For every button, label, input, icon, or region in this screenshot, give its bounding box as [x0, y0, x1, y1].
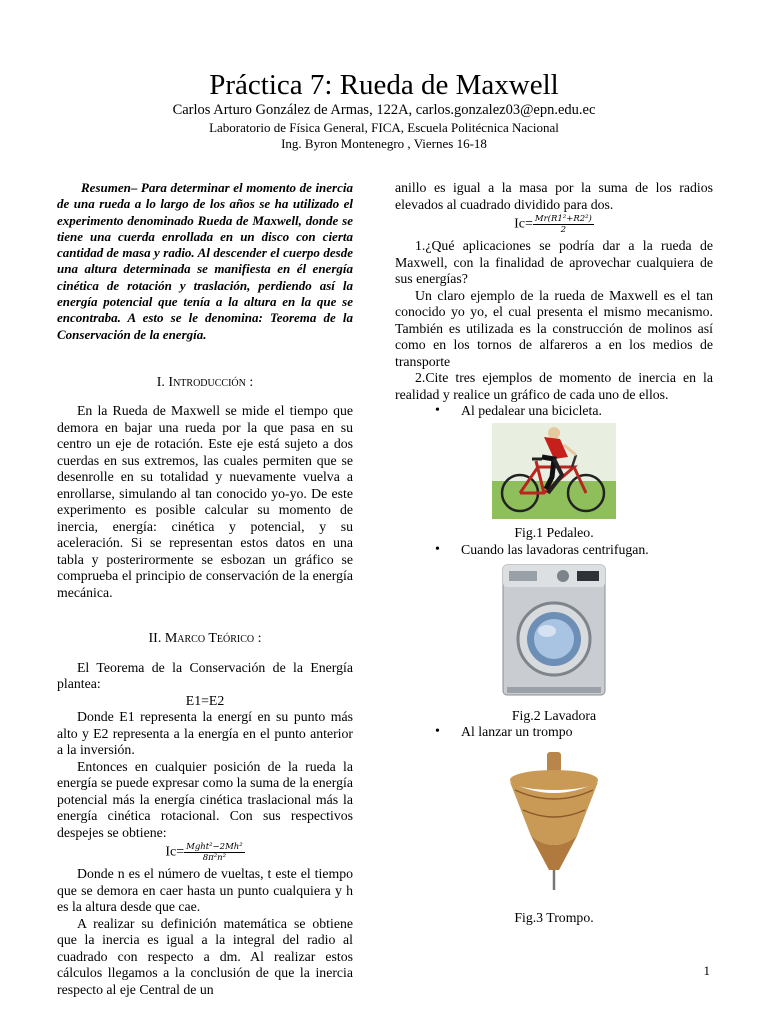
- intro-paragraph: En la Rueda de Maxwell se mide el tiempo que demora en bajar una rueda por la que pasa en su centro un eje de rotación. Este eje está sujeto a dos cuerdas en sus extremos, las cuales permiten que se desenrolle en su totalidad y nuevamente vuelva a enrollarse, simulando al tan conocido yo-yo. De este experimento es posible calcular su momento de inercia, energía: cinética y potencial, y su aceleración. Si se representan estos datos en una tabla y posterirormente se esbozan un gráfico se comprueba el principio de conservación de la energía mecánica.: [57, 403, 353, 600]
- section-heading-introduccion: I. Introducción :: [156, 374, 254, 390]
- figure-caption-3: Fig.3 Trompo.: [514, 910, 594, 925]
- page-number: 1: [703, 963, 710, 978]
- right-column: [395, 180, 713, 927]
- instructor-line: Ing. Byron Montenegro , Viernes 16-18: [281, 136, 487, 151]
- figure-caption-2: Fig.2 Lavadora: [511, 707, 597, 723]
- bullet-dot-icon: •: [435, 541, 440, 557]
- formula-lhs: Ic=: [165, 845, 185, 861]
- figure-bicycle: [395, 423, 713, 524]
- bullet-text: Cuando las lavadoras centrifugan.: [461, 541, 649, 557]
- formula-numerator: Mght²−2Mh²: [186, 842, 243, 853]
- abstract: Resumen– Para determinar el momento de inercia de una rueda a lo largo de los años se ha utilizado el experimento denominado Rueda de Maxwell, donde se tiene una cuerda enrollada en un disco con cierta cantidad de masa y radio. Al descender el cuerpo desde una altura determinada se manifiesta en él energía cinética de rotación y traslación, perdiendo así la energía potencial que tenía a la altura en la que se encontraba. A esto se le denomina: Teorema de la Conservación de la energía.: [57, 180, 353, 342]
- answer-1: Un claro ejemplo de la rueda de Maxwell es el tan conocido yo yo, el cual presenta el mismo mecanismo. También es utilizada es la construcción de molinos así como en los tornos de alfareros a en los medios de transporte: [395, 287, 713, 369]
- equation-e1-e2: E1=E2: [185, 692, 225, 708]
- bullet-item: [435, 403, 713, 420]
- right-paragraph-1: anillo es igual a la masa por la suma de los radios elevados al cuadrado dividido para dos.: [395, 180, 713, 212]
- bullet-text: Al pedalear una bicicleta.: [461, 403, 602, 418]
- bicycle-illustration: [492, 423, 616, 519]
- question-1: 1.¿Qué aplicaciones se podría dar a la rueda de Maxwell, con la finalidad de aprovechar cualquiera de sus energías?: [395, 238, 713, 286]
- paper-title: Práctica 7: Rueda de Maxwell: [209, 69, 559, 101]
- washing-machine-illustration: [499, 561, 609, 701]
- formula-inertia-1: [57, 842, 353, 863]
- theory-paragraph-4: Donde n es el número de vueltas, t este el tiempo que se demora en caer hasta un punto cualquiera y h es la altura desde que cae.: [57, 866, 353, 915]
- bullet-item: [435, 724, 713, 741]
- bullet-item: [435, 542, 713, 559]
- theory-paragraph-5: A realizar su definición matemática se obtiene que la inercia es igual a la integral del radio al cuadrado con respecto a dm. Al realizar estos cálculos llegamos a la conclusión de que la inercia respecto al eje Central de un: [57, 915, 353, 997]
- theory-paragraph-3: Entonces en cualquier posición de la rueda la energía se puede expresar como la suma de la energía potencial más la energía cinética traslacional más la energía cinética rotacional. Con sus respectivos despejes se obtiene:: [57, 758, 353, 840]
- spinning-top-illustration: [479, 744, 629, 904]
- section-heading-marco-teorico: II. Marco Teórico :: [148, 631, 262, 647]
- bullet-text: Al lanzar un trompo: [461, 724, 573, 739]
- theory-paragraph-1: El Teorema de la Conservación de la Energía plantea:: [57, 659, 353, 692]
- formula-numerator: Mr(R1²+R2²): [534, 214, 592, 224]
- author-line: Carlos Arturo González de Armas, 122A, carlos.gonzalez03@epn.edu.ec: [172, 102, 596, 118]
- theory-paragraph-2: Donde E1 representa la energí en su punto más alto y E2 representa a la energía en el punto anterior a la inversión.: [57, 709, 353, 758]
- left-column: [57, 180, 353, 998]
- formula-denominator: 8π²n²: [202, 853, 227, 864]
- formula-inertia-2: [395, 214, 713, 235]
- figure-caption-1: Fig.1 Pedaleo.: [514, 525, 594, 540]
- bullet-dot-icon: •: [435, 403, 440, 418]
- figure-spinning-top: [395, 744, 713, 909]
- formula-lhs: Ic=: [514, 216, 533, 232]
- formula-fraction: [533, 214, 594, 235]
- bullet-dot-icon: •: [435, 724, 440, 739]
- affiliation-line: Laboratorio de Física General, FICA, Escuela Politécnica Nacional: [209, 120, 559, 135]
- formula-fraction: [184, 842, 245, 863]
- figure-washing-machine: [395, 561, 713, 706]
- formula-denominator: 2: [560, 225, 567, 235]
- question-2: 2.Cite tres ejemplos de momento de inercia en la realidad y realice un gráfico de cada uno de ellos.: [395, 370, 713, 402]
